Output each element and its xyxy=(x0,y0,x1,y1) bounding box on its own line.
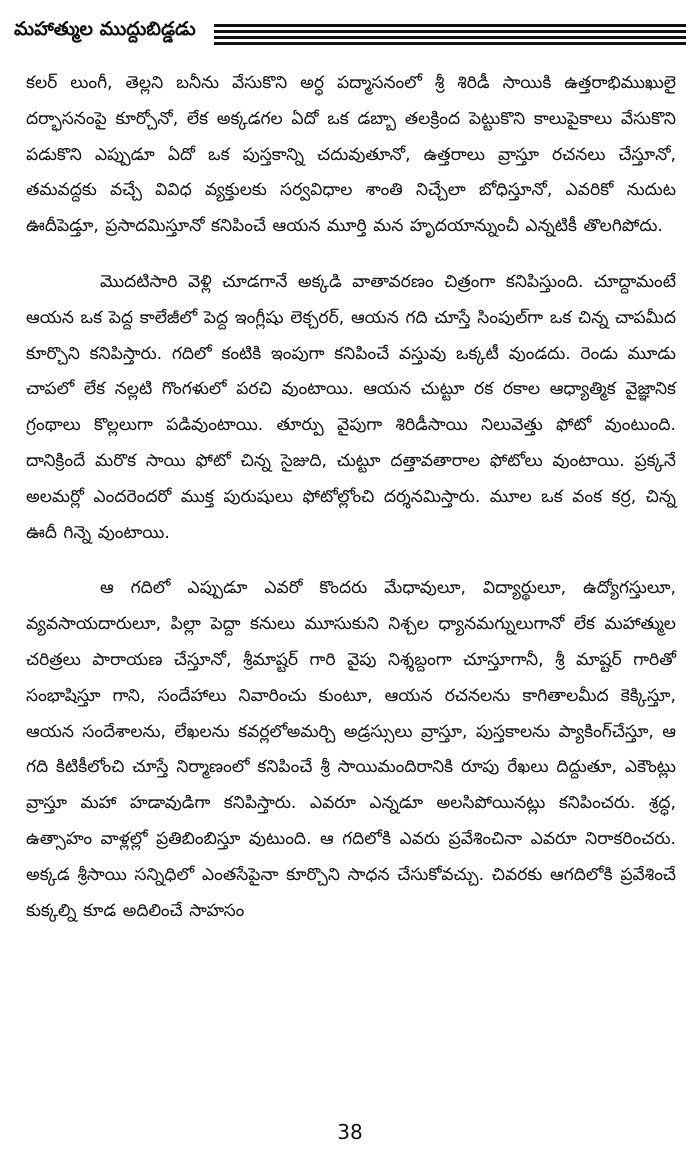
book-title: మహాత్ముల ముద్దుబిడ్డడు xyxy=(14,18,196,40)
header-rule xyxy=(214,30,686,33)
running-header xyxy=(14,10,686,52)
paragraph-1: కలర్ లుంగీ, తెల్లని బనీను వేసుకొని అర్ధ పద్మాసనంలో శ్రీ శిరిడీ సాయికి ఉత్తరాభిముఖులై దర్భాసనంపై కూర్చోనో, లేక అక్కడగల ఏదో ఒక డబ్బా తలక్రింద పెట్టుకొని కాలుపైకాలు వేసుకొని పడుకొని ఎప్పుడూ ఏదో ఒక పుస్తకాన్ని చదువుతూనో, ఉత్తరాలు వ్రాస్తూ రచనలు చేస్తూనో, తమవద్దకు వచ్చే వివిధ వ్యక్తులకు సర్వవిధాల శాంతి నిచ్చేలా బోధిస్తూనో, ఎవరికో నుదుట ఊదీపెడ్తూ, ప్రసాదమిస్తూనో కనిపించే ఆయన మూర్తి మన హృదయాన్నుంచీ ఎన్నటికీ తొలగిపోదు. xyxy=(26,73,676,237)
header-rule xyxy=(214,42,686,45)
header-rule-lines xyxy=(214,24,686,48)
header-rule xyxy=(214,36,686,39)
page-body xyxy=(26,66,676,949)
header-rule xyxy=(214,24,686,27)
paragraph-3: ఆ గదిలో ఎప్పుడూ ఎవరో కొందరు మేధావులూ, విద్యార్థులూ, ఉద్యోగస్తులూ, వ్యవసాయదారులూ, పిల్లా పెద్దా కనులు మూసుకుని నిశ్చల ధ్యానమగ్నులుగానో లేక మహాత్ముల చరిత్రలు పారాయణ చేస్తూనో, శ్రీమాష్టర్ గారి వైపు నిశ్శబ్దంగా చూస్తూగానీ, శ్రీ మాష్టర్ గారితో సంభాషిస్తూ గాని, సందేహాలు నివారించు కుంటూ, ఆయన రచనలను కాగితాలమీద కెక్కిస్తూ, ఆయన సందేశాలను, లేఖలను కవర్లలోఅమర్చి అడ్రస్సులు వ్రాస్తూ, పుస్తకాలను ప్యాకింగ్‌చేస్తూ, ఆ గది కిటికీలోంచి చూస్తే నిర్మాణంలో కనిపించే శ్రీ సాయిమందిరానికి రూపు రేఖలు దిద్దుతూ, ఎకౌంట్లు వ్రాస్తూ మహా హడావుడిగా కనిపిస్తారు. ఎవరూ ఎన్నడూ అలసిపోయినట్లు కనిపించరు. శ్రద్ధ, ఉత్సాహం వాళ్లల్లో ప్రతిబింబిస్తూ వుటుంది. ఆ గదిలోకి ఎవరు ప్రవేశించినా ఎవరూ నిరాకరించరు. అక్కడ శ్రీసాయి సన్నిధిలో ఎంతసేపైనా కూర్చొని సాధన చేసుకోవచ్చు. చివరకు ఆగదిలోకి ప్రవేశించే కుక్కల్ని కూడ అదిలించే సాహసం xyxy=(26,578,676,921)
paragraph-2: మొదటిసారి వెళ్లి చూడగానే అక్కడి వాతావరణం చిత్రంగా కనిపిస్తుంది. చూద్దామంటే ఆయన ఒక పెద్ద కాలేజీలో పెద్ద ఇంగ్లీషు లెక్చరర్, ఆయన గది చూస్తే సింపుల్‌గా ఒక చిన్న చాపమీద కూర్చొని కనిపిస్తారు. గదిలో కంటికి ఇంపుగా కనిపించే వస్తువు ఒక్కటీ వుండదు. రెండు మూడు చాపలో లేక నల్లటి గొంగళులో పరచి వుంటాయి. ఆయన చుట్టూ రక రకాల ఆధ్యాత్మిక వైజ్ఞానిక గ్రంథాలు కొల్లలుగా పడివుంటాయి. తూర్పు వైపుగా శిరిడీసాయి నిలువెత్తు ఫోటో వుంటుంది. దానిక్రిందే మరొక సాయి ఫోటో చిన్న సైజుది, చుట్టూ దత్తావతారాల ఫోటోలు వుంటాయి. ప్రక్కనే అలమర్లో ఎందరెందరో ముక్త పురుషులు ఫోటోల్లోంచి దర్శనమిస్తారు. మూల ఒక వంక కర్ర, చిన్న ఊదీ గిన్నె వుంటాయి. xyxy=(26,271,676,543)
page-number: 38 xyxy=(337,1120,363,1144)
